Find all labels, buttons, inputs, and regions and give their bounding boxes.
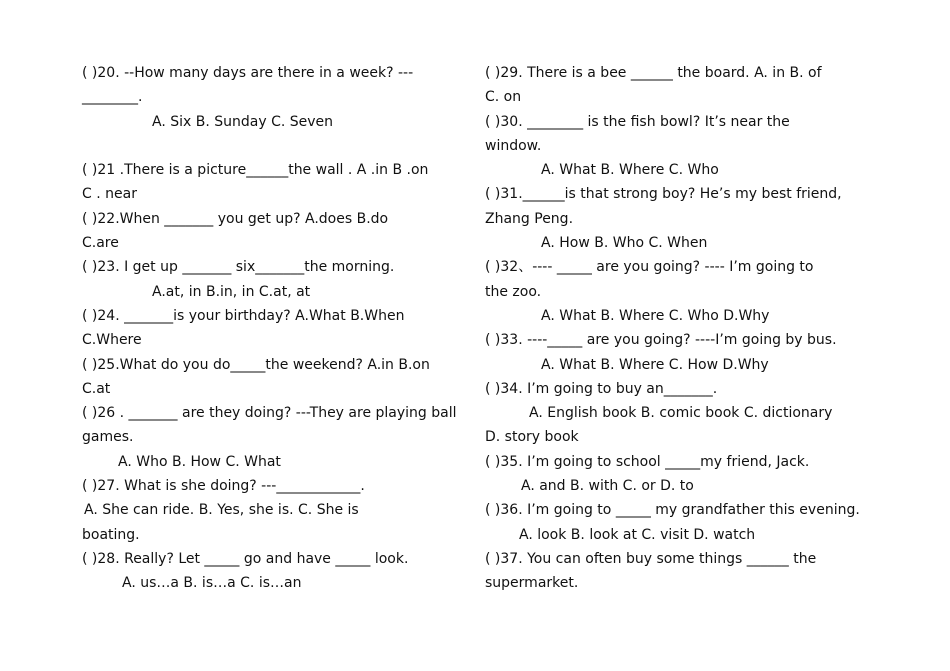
question-28-options: A. us…a B. is…a C. is…an — [122, 575, 302, 592]
question-34-cont: D. story book — [485, 429, 579, 446]
left-column — [82, 61, 477, 596]
question-24: ( )24. _______is your birthday? A.What B.When — [82, 307, 405, 324]
question-25: ( )25.What do you do_____the weekend? A.in B.on — [82, 356, 430, 373]
question-28: ( )28. Really? Let _____ go and have _____ look. — [82, 550, 409, 567]
question-31: ( )31.______is that strong boy? He’s my best friend, — [485, 186, 842, 203]
question-26: ( )26 . _______ are they doing? ---They are playing ball — [82, 405, 457, 422]
question-30: ( )30. ________ is the fish bowl? It’s near the — [485, 113, 790, 130]
question-21: ( )21 .There is a picture______the wall . A .in B .on — [82, 162, 429, 179]
question-31-cont: Zhang Peng. — [485, 210, 574, 227]
question-32-cont: the zoo. — [485, 283, 542, 300]
question-34: ( )34. I’m going to buy an_______. — [485, 380, 718, 397]
right-column — [485, 61, 880, 596]
question-30-cont: window. — [485, 137, 542, 154]
question-26-options: A. Who B. How C. What — [118, 453, 281, 470]
question-23: ( )23. I get up _______ six_______the morning. — [82, 259, 395, 276]
question-32: ( )32、---- _____ are you going? ---- I’m going to — [485, 259, 814, 276]
question-33: ( )33. ----_____ are you going? ----I’m going by bus. — [485, 332, 837, 349]
question-23-options: A.at, in B.in, in C.at, at — [152, 283, 311, 300]
question-26-cont: games. — [82, 429, 134, 446]
question-27: ( )27. What is she doing? ---____________. — [82, 478, 365, 495]
question-30-options: A. What B. Where C. Who — [541, 162, 719, 179]
question-27-options: A. She can ride. B. Yes, she is. C. She is — [84, 502, 359, 519]
question-35: ( )35. I’m going to school _____my friend, Jack. — [485, 453, 810, 470]
question-27-cont: boating. — [82, 526, 140, 543]
question-32-options: A. What B. Where C. Who D.Why — [541, 307, 770, 324]
question-25-cont: C.at — [82, 380, 111, 397]
question-20: ( )20. --How many days are there in a week? --- — [82, 65, 414, 81]
question-22: ( )22.When _______ you get up? A.does B.do — [82, 210, 389, 227]
question-29: ( )29. There is a bee ______ the board. A. in B. of — [485, 65, 822, 81]
question-37: ( )37. You can often buy some things ______ the — [485, 550, 817, 567]
question-33-options: A. What B. Where C. How D.Why — [541, 356, 769, 373]
spacer — [82, 134, 477, 158]
question-37-cont: supermarket. — [485, 575, 579, 592]
question-36-options: A. look B. look at C. visit D. watch — [519, 526, 756, 543]
question-34-options: A. English book B. comic book C. dictionary — [529, 405, 833, 422]
question-24-cont: C.Where — [82, 332, 142, 349]
question-20-options: A. Six B. Sunday C. Seven — [152, 113, 334, 130]
question-22-cont: C.are — [82, 235, 119, 252]
question-31-options: A. How B. Who C. When — [541, 235, 708, 252]
question-29-cont: C. on — [485, 89, 522, 106]
question-20-cont: ________. — [82, 89, 143, 106]
question-35-options: A. and B. with C. or D. to — [521, 478, 694, 495]
question-21-cont: C . near — [82, 186, 137, 203]
question-36: ( )36. I’m going to _____ my grandfather this evening. — [485, 502, 860, 519]
